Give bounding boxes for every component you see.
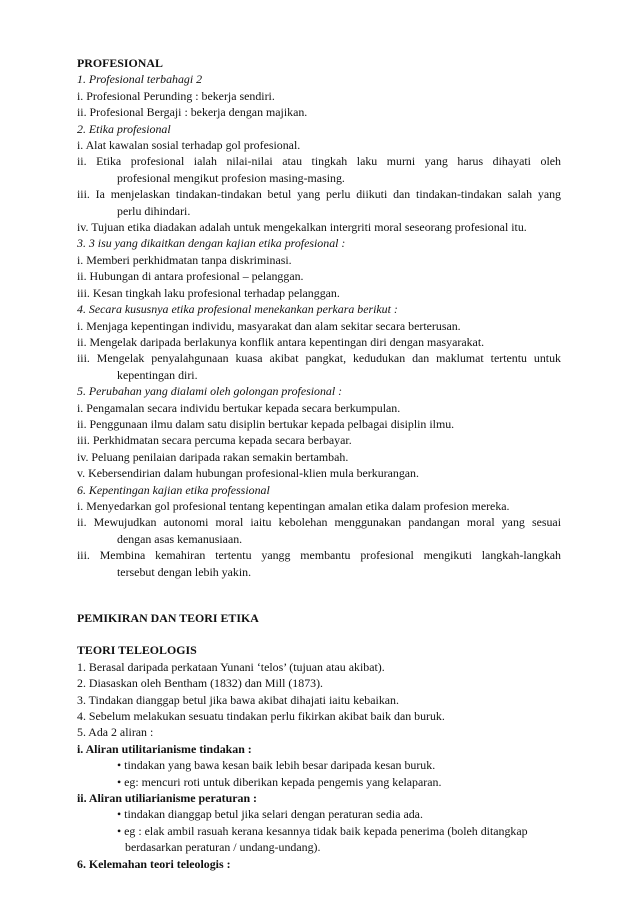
heading-4: 4. Secara kususnya etika profesional menekankan perkara berikut : <box>77 302 398 317</box>
list-item: 4. Sebelum melakukan sesuatu tindakan perlu fikirkan akibat baik dan buruk. <box>77 709 445 724</box>
section-title-pemikiran: PEMIKIRAN DAN TEORI ETIKA <box>77 611 259 625</box>
list-item: iii. Perkhidmatan secara percuma kepada secara berbayar. <box>77 433 352 448</box>
list-item: 5. Ada 2 aliran : <box>77 725 154 740</box>
list-item-continuation: perlu dihindari. <box>117 203 191 218</box>
bullet-item: • tindakan dianggap betul jika selari dengan peraturan sedia ada. <box>117 807 423 822</box>
list-item-continuation: kepentingan diri. <box>117 367 198 382</box>
list-item: 1. Berasal daripada perkataan Yunani ‘telos’ (tujuan atau akibat). <box>77 659 385 674</box>
section-title-profesional: PROFESIONAL <box>77 56 163 70</box>
list-item: ii. Mewujudkan autonomi moral iaitu kebolehan menggunakan pandangan moral yang sesuai <box>77 515 561 530</box>
heading-6: 6. Kepentingan kajian etika professional <box>77 482 270 497</box>
list-item-continuation: dengan asas kemanusiaan. <box>117 531 243 546</box>
list-item: i. Menjaga kepentingan individu, masyarakat dan alam sekitar secara berterusan. <box>77 318 461 333</box>
heading-1: 1. Profesional terbahagi 2 <box>77 72 203 87</box>
heading-3: 3. 3 isu yang dikaitkan dengan kajian etika profesional : <box>77 236 346 251</box>
list-item-continuation: tersebut dengan lebih yakin. <box>117 564 252 579</box>
list-item-continuation: profesional mengikut profesion masing-masing. <box>117 170 345 185</box>
heading-2: 2. Etika profesional <box>77 121 171 136</box>
heading-kelemahan: 6. Kelemahan teori teleologis : <box>77 856 231 871</box>
list-item: ii. Profesional Bergaji : bekerja dengan majikan. <box>77 105 308 120</box>
list-item: ii. Etika profesional ialah nilai-nilai atau tingkah laku murni yang harus dihayati oleh <box>77 154 561 169</box>
list-item: ii. Mengelak daripada berlakunya konflik antara kepentingan diri dengan masyarakat. <box>77 334 485 349</box>
section-spacer <box>77 580 561 610</box>
bullet-item: • tindakan yang bawa kesan baik lebih besar daripada kesan buruk. <box>117 758 436 773</box>
list-item: iv. Peluang penilaian daripada rakan semakin bertambah. <box>77 449 349 464</box>
bullet-item: • eg : elak ambil rasuah kerana kesannya tidak baik kepada penerima (boleh ditangkap <box>117 823 528 838</box>
list-item: iii. Mengelak penyalahgunaan kuasa akibat pangkat, kedudukan dan maklumat tertentu untuk <box>77 351 561 366</box>
list-item: ii. Penggunaan ilmu dalam satu disiplin bertukar kepada pelbagai disiplin ilmu. <box>77 416 455 431</box>
list-item: i. Menyedarkan gol profesional tentang kepentingan amalan etika dalam profesion mereka. <box>77 498 510 513</box>
bullet-item-continuation: berdasarkan peraturan / undang-undang). <box>125 840 321 855</box>
list-item: iii. Membina kemahiran tertentu yangg membantu profesional mengikuti langkah-langkah <box>77 548 561 563</box>
list-item: i. Memberi perkhidmatan tanpa diskriminasi. <box>77 252 292 267</box>
bullet-item: • eg: mencuri roti untuk diberikan kepada pengemis yang kelaparan. <box>117 774 442 789</box>
subsection-title-teleologis: TEORI TELEOLOGIS <box>77 643 197 658</box>
list-item: 3. Tindakan dianggap betul jika bawa akibat dihajati iaitu kebaikan. <box>77 692 399 707</box>
aliran-heading-1: i. Aliran utilitarianisme tindakan : <box>77 741 252 756</box>
list-item: iii. Kesan tingkah laku profesional terhadap pelanggan. <box>77 285 340 300</box>
heading-5: 5. Perubahan yang dialami oleh golongan profesional : <box>77 384 343 399</box>
list-item: i. Pengamalan secara individu bertukar kepada secara berkumpulan. <box>77 400 401 415</box>
aliran-heading-2: ii. Aliran utiliarianisme peraturan : <box>77 791 258 806</box>
list-item: i. Alat kawalan sosial terhadap gol profesional. <box>77 138 301 153</box>
list-item: iii. Ia menjelaskan tindakan-tindakan betul yang perlu diikuti dan tindakan-tindakan salah yang <box>77 187 561 202</box>
list-item: v. Kebersendirian dalam hubungan profesional-klien mula berkurangan. <box>77 466 419 481</box>
list-item: iv. Tujuan etika diadakan adalah untuk mengekalkan intergriti moral seseorang profesional itu. <box>77 220 527 235</box>
section-spacer <box>77 626 561 642</box>
list-item: ii. Hubungan di antara profesional – pelanggan. <box>77 269 304 284</box>
list-item: i. Profesional Perunding : bekerja sendiri. <box>77 88 275 103</box>
document-body <box>77 55 561 872</box>
list-item: 2. Diasaskan oleh Bentham (1832) dan Mill (1873). <box>77 676 324 691</box>
